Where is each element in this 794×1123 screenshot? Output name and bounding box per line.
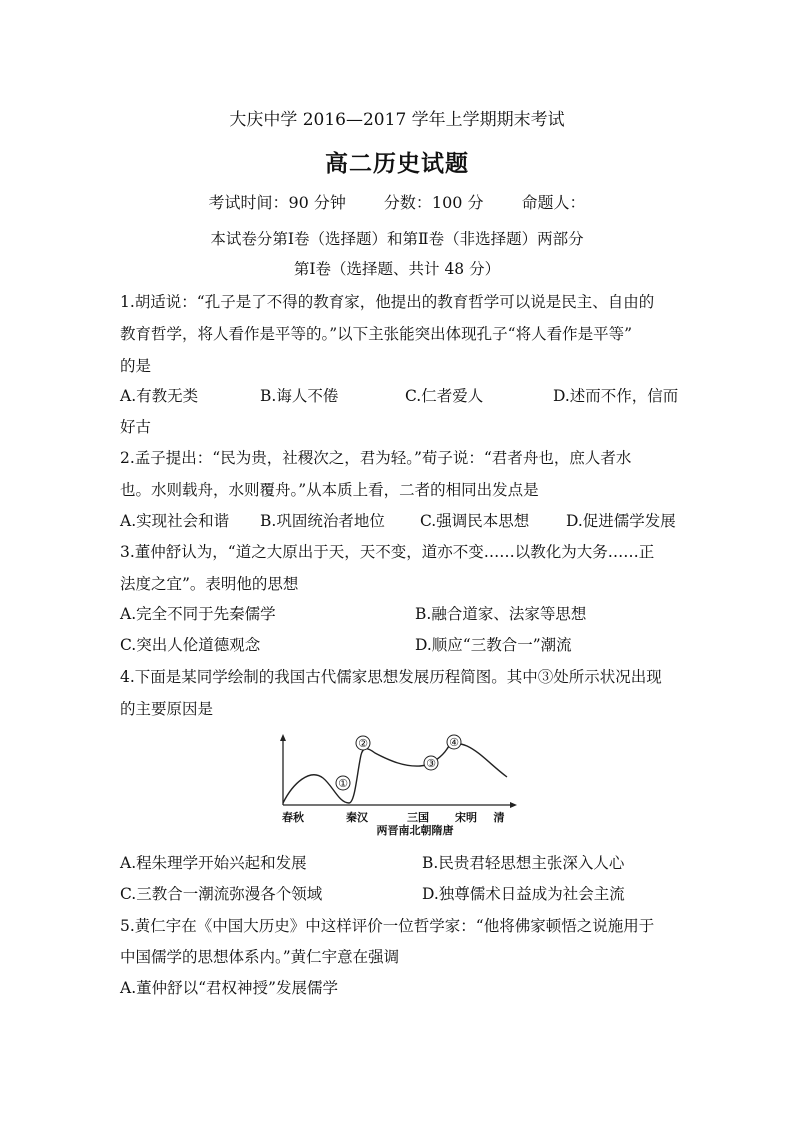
q2-option-b[interactable]: B.巩固统治者地位 <box>260 512 385 530</box>
subject-title: 高二历史试题 <box>325 150 469 177</box>
section-title: 第Ⅰ卷（选择题、共计 48 分） <box>293 260 501 278</box>
diagram-x-label-qinhan: 秦汉 <box>346 811 368 824</box>
q1-option-c[interactable]: C.仁者爱人 <box>405 387 484 405</box>
q1-option-d[interactable]: D.述而不作，信而 <box>553 387 679 405</box>
q5-line-1: 5.黄仁宇在《中国大历史》中这样评价一位哲学家：“他将佛家顿悟之说施用于 <box>120 917 655 935</box>
q1-option-b[interactable]: B.诲人不倦 <box>260 387 339 405</box>
diagram-y-arrow <box>280 734 286 741</box>
q2-line-2: 也。水则载舟，水则覆舟。”从本质上看，二者的相同出发点是 <box>120 481 539 499</box>
diagram-x-label-qing: 清 <box>493 811 505 824</box>
diagram-marker-2-label: ② <box>358 737 368 750</box>
q2-line-1: 2.孟子提出：“民为贵，社稷次之，君为轻。”荀子说：“君者舟也，庶人者水 <box>120 449 632 467</box>
q1-line-1: 1.胡适说：“孔子是了不得的教育家，他提出的教育哲学可以说是民主、自由的 <box>120 293 655 311</box>
q2-option-a[interactable]: A.实现社会和谐 <box>120 512 230 530</box>
diagram-curve <box>283 744 507 803</box>
q5-option-a[interactable]: A.董仲舒以“君权神授”发展儒学 <box>120 979 338 997</box>
diagram-marker-3-label: ③ <box>426 757 436 770</box>
school-title: 大庆中学 2016—2017 学年上学期期末考试 <box>229 110 565 130</box>
diagram-x-label-chunqiu: 春秋 <box>282 811 304 824</box>
exam-time: 考试时间：90 分钟 <box>208 193 346 212</box>
exam-note: 本试卷分第Ⅰ卷（选择题）和第Ⅱ卷（非选择题）两部分 <box>210 230 584 248</box>
q4-line-2: 的主要原因是 <box>120 700 214 718</box>
confucianism-development-diagram <box>275 733 530 838</box>
q4-option-c[interactable]: C.三教合一潮流弥漫各个领域 <box>120 885 323 903</box>
exam-score: 分数：100 分 <box>383 193 484 212</box>
exam-author: 命题人： <box>521 193 586 212</box>
q4-line-1: 4.下面是某同学绘制的我国古代儒家思想发展历程简图。其中③处所示状况出现 <box>120 668 662 686</box>
q4-option-d[interactable]: D.独尊儒术日益成为社会主流 <box>422 885 625 903</box>
diagram-x-sublabel: 两晋南北朝隋唐 <box>376 824 454 837</box>
q2-option-d[interactable]: D.促进儒学发展 <box>566 512 676 530</box>
q1-line-3: 的是 <box>120 357 152 375</box>
q1-option-a[interactable]: A.有教无类 <box>120 387 199 405</box>
q4-option-a[interactable]: A.程朱理学开始兴起和发展 <box>120 854 307 872</box>
q1-line-2: 教育哲学，将人看作是平等的。”以下主张能突出体现孔子“将人看作是平等” <box>120 325 633 343</box>
q3-option-c[interactable]: C.突出人伦道德观念 <box>120 636 261 654</box>
q4-option-b[interactable]: B.民贵君轻思想主张深入人心 <box>422 854 625 872</box>
diagram-x-label-sanguo: 三国 <box>407 811 429 824</box>
q3-option-a[interactable]: A.完全不同于先秦儒学 <box>120 605 276 623</box>
q2-option-c[interactable]: C.强调民本思想 <box>420 512 530 530</box>
diagram-marker-1-label: ① <box>338 777 348 790</box>
q1-option-d-cont: 好古 <box>120 418 152 436</box>
q3-option-b[interactable]: B.融合道家、法家等思想 <box>415 605 587 623</box>
exam-info <box>0 190 794 213</box>
q3-option-d[interactable]: D.顺应“三教合一”潮流 <box>415 636 572 654</box>
diagram-x-arrow <box>510 802 517 808</box>
q3-line-2: 法度之宜”。表明他的思想 <box>120 575 299 593</box>
diagram-marker-4-label: ④ <box>449 736 459 749</box>
q3-line-1: 3.董仲舒认为，“道之大原出于天，天不变，道亦不变……以教化为大务……正 <box>120 543 655 561</box>
diagram-x-label-songming: 宋明 <box>455 811 477 824</box>
q5-line-2: 中国儒学的思想体系内。”黄仁宇意在强调 <box>120 948 400 966</box>
